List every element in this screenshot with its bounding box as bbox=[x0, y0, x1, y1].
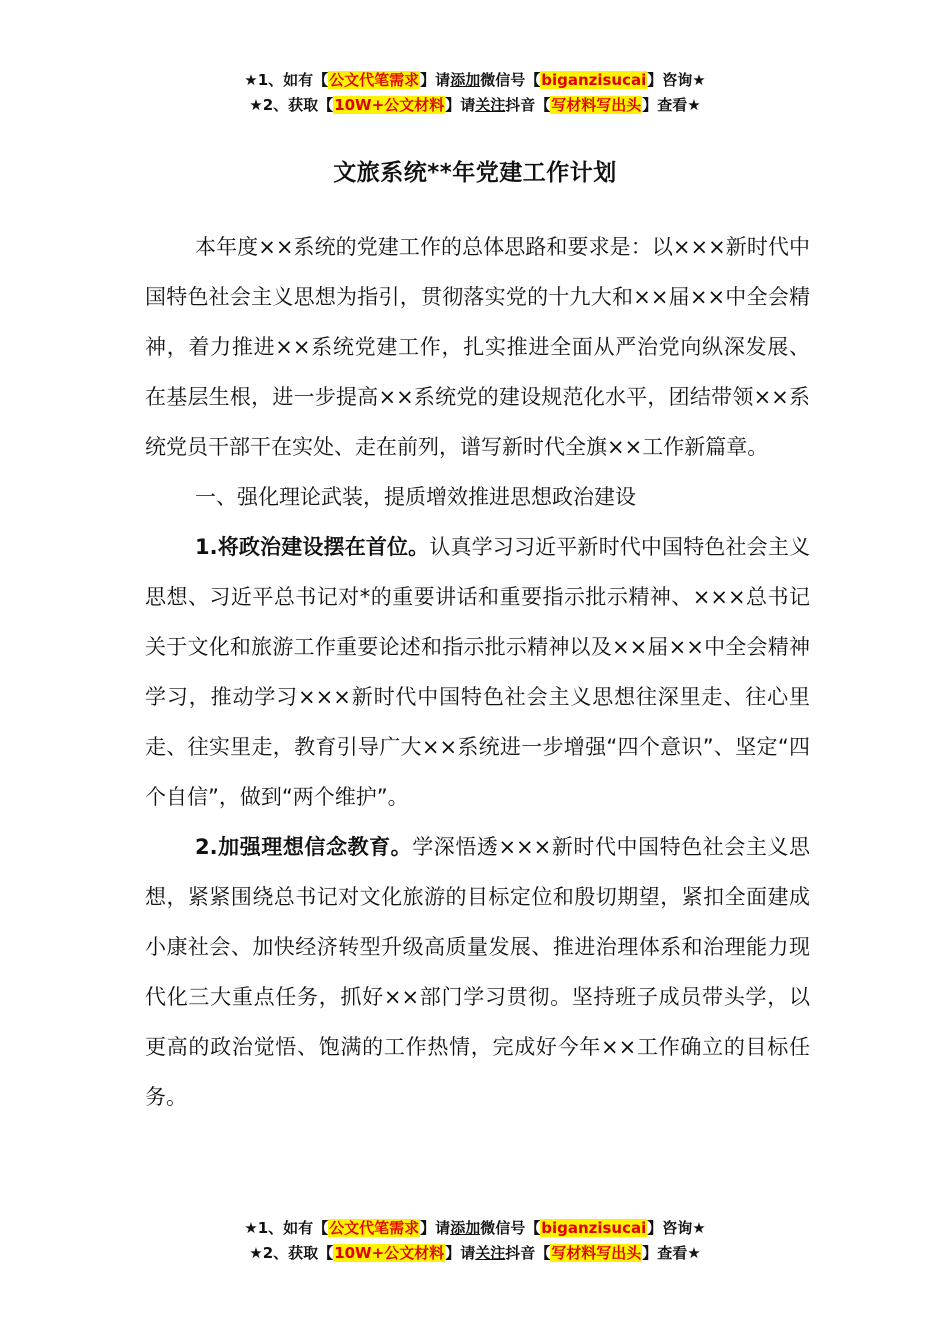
banner-text: 】查看★ bbox=[642, 1244, 701, 1262]
item-text: 学深悟透×××新时代中国特色社会主义思想，紧紧围绕总书记对文化旅游的目标定位和殷切期望，紧扣全面建成小康社会、加快经济转型升级高质量发展、推进治理体系和治理能力现代化三大重点任务，抓好××部门学习贯彻。坚持班子成员带头学，以更高的政治觉悟、饱满的工作热情，完成好今年××工作确立的目标任务。 bbox=[145, 835, 810, 1109]
banner-highlight-douyin-id: 写材料写出头 bbox=[551, 96, 642, 114]
banner-text: ★2、获取【 bbox=[249, 96, 334, 114]
banner-text: 】请 bbox=[420, 71, 451, 89]
intro-paragraph: 本年度××系统的党建工作的总体思路和要求是：以×××新时代中国特色社会主义思想为指引，贯彻落实党的十九大和××届××中全会精神，着力推进××系统党建工作，扎实推进全面从严治党向纵深发展、在基层生根，进一步提高××系统党的建设规范化水平，团结带领××系统党员干部干在实处、走在前列，谱写新时代全旗××工作新篇章。 bbox=[145, 235, 810, 459]
footer-banner bbox=[0, 1216, 950, 1266]
banner-text: 】查看★ bbox=[642, 96, 701, 114]
banner-text: 】请 bbox=[420, 1219, 451, 1237]
document-title: 文旅系统**年党建工作计划 bbox=[333, 160, 617, 186]
banner-text: 微信号【 bbox=[480, 71, 541, 89]
banner-line-2 bbox=[0, 1241, 950, 1266]
banner-underlined-text: 关注 bbox=[475, 1244, 506, 1262]
banner-highlight: 10W+公文材料 bbox=[334, 1244, 445, 1262]
banner-text: ★1、如有【 bbox=[244, 71, 329, 89]
banner-underlined-text: 添加 bbox=[450, 71, 481, 89]
banner-underlined-text: 关注 bbox=[475, 96, 506, 114]
item-paragraph-2 bbox=[145, 822, 810, 1122]
item-paragraph-1 bbox=[145, 522, 810, 822]
item-text: 认真学习习近平新时代中国特色社会主义思想、习近平总书记对*的重要讲话和重要指示批示精神、×××总书记关于文化和旅游工作重要论述和指示批示精神以及××届××中全会精神学习，推动学习×××新时代中国特色社会主义思想往深里走、往心里走、往实里走，教育引导广大××系统进一步增强“四个意识”、坚定“四个自信”，做到“两个维护”。 bbox=[145, 535, 811, 809]
banner-text: ★2、获取【 bbox=[249, 1244, 334, 1262]
banner-highlight-douyin-id: 写材料写出头 bbox=[551, 1244, 642, 1262]
document-body bbox=[145, 222, 810, 1122]
banner-line-2 bbox=[0, 93, 950, 118]
banner-underlined-text: 添加 bbox=[450, 1219, 481, 1237]
banner-text: 】请 bbox=[445, 1244, 476, 1262]
banner-text: 抖音【 bbox=[505, 1244, 551, 1262]
banner-highlight: 公文代笔需求 bbox=[329, 71, 420, 89]
banner-text: ★1、如有【 bbox=[244, 1219, 329, 1237]
banner-text: 微信号【 bbox=[480, 1219, 541, 1237]
banner-highlight-wechat-id: biganzisucai bbox=[541, 1219, 647, 1237]
banner-text: 】咨询★ bbox=[647, 71, 706, 89]
item-lead: 1.将政治建设摆在首位。 bbox=[195, 535, 430, 559]
banner-text: 】请 bbox=[445, 96, 476, 114]
banner-text: 抖音【 bbox=[505, 96, 551, 114]
banner-line-1 bbox=[0, 1216, 950, 1241]
banner-highlight: 公文代笔需求 bbox=[329, 1219, 420, 1237]
header-banner bbox=[0, 68, 950, 118]
banner-highlight: 10W+公文材料 bbox=[334, 96, 445, 114]
banner-text: 】咨询★ bbox=[647, 1219, 706, 1237]
section-heading: 一、强化理论武装，提质增效推进思想政治建设 bbox=[195, 485, 636, 509]
banner-line-1 bbox=[0, 68, 950, 93]
banner-highlight-wechat-id: biganzisucai bbox=[541, 71, 647, 89]
item-lead: 2.加强理想信念教育。 bbox=[195, 835, 413, 859]
